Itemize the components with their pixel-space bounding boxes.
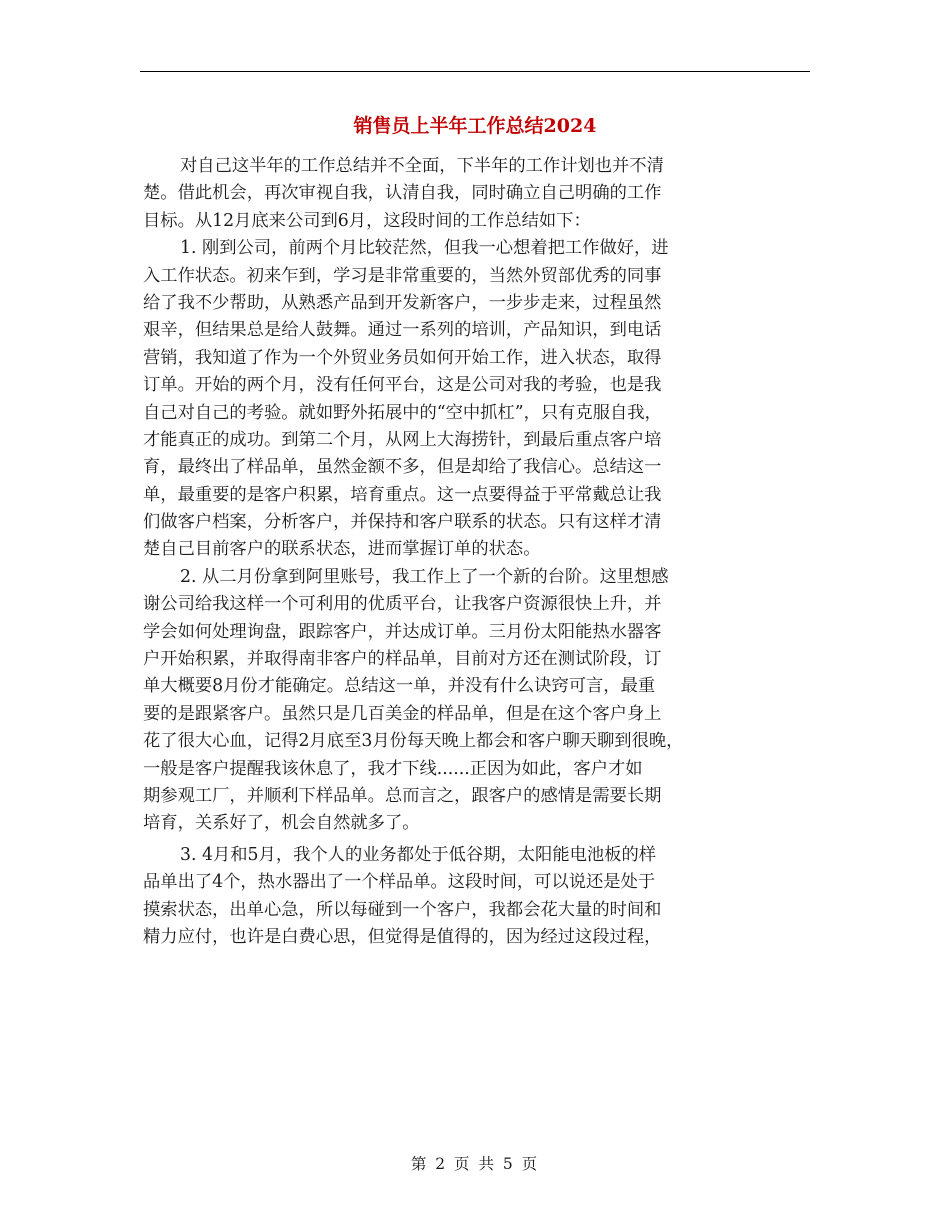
paragraph-line: 品单出了4个，热水器出了一个样品单。这段时间，可以说还是处于 <box>143 872 656 893</box>
paragraph-line: 目标。从12月底来公司到6月，这段时间的工作总结如下： <box>143 210 591 231</box>
paragraph-item-3 <box>143 842 823 952</box>
header-rule <box>140 71 810 72</box>
paragraph-line: 精力应付，也许是白费心思，但觉得是值得的，因为经过这段过程， <box>143 926 662 947</box>
paragraph-line: 培育，关系好了，机会自然就多了。 <box>143 813 420 834</box>
paragraph-intro <box>143 153 823 235</box>
document-title: 销售员上半年工作总结2024 <box>353 115 597 137</box>
paragraph-line: 摸索状态，出单心急，所以每碰到一个客户，我都会花大量的时间和 <box>143 899 662 920</box>
paragraph-line: 订单。开始的两个月，没有任何平台，这是公司对我的考验，也是我 <box>143 375 662 396</box>
paragraph-item-2 <box>143 564 823 838</box>
page-number-footer: 第 2 页 共 5 页 <box>410 1155 540 1173</box>
paragraph-line: 学会如何处理询盘，跟踪客户，并达成订单。三月份太阳能热水器客 <box>143 621 662 642</box>
paragraph-line: 户开始积累，并取得南非客户的样品单，目前对方还在测试阶段，订 <box>143 649 662 670</box>
paragraph-line: 单大概要8月份才能确定。总结这一单，并没有什么诀窍可言，最重 <box>143 676 656 697</box>
paragraph-line: 谢公司给我这样一个可利用的优质平台，让我客户资源很快上升，并 <box>143 594 662 615</box>
paragraph-line: 1. 刚到公司，前两个月比较茫然，但我一心想着把工作做好，进 <box>180 238 669 259</box>
paragraph-line: 自己对自己的考验。就如野外拓展中的“空中抓杠”，只有克服自我， <box>143 402 662 423</box>
document-body <box>143 153 823 951</box>
paragraph-line: 给了我不少帮助，从熟悉产品到开发新客户，一步步走来，过程虽然 <box>143 292 662 313</box>
paragraph-line: 2. 从二月份拿到阿里账号，我工作上了一个新的台阶。这里想感 <box>180 566 669 587</box>
paragraph-line: 花了很大心血，记得2月底至3月份每天晚上都会和客户聊天聊到很晚， <box>143 731 684 752</box>
paragraph-line: 3. 4月和5月，我个人的业务都处于低谷期，太阳能电池板的样 <box>180 844 657 865</box>
paragraph-line: 单，最重要的是客户积累，培育重点。这一点要得益于平常戴总让我 <box>143 484 662 505</box>
paragraph-line: 楚。借此机会，再次审视自我，认清自我，同时确立自己明确的工作 <box>143 183 662 204</box>
paragraph-line: 一般是客户提醒我该休息了，我才下线......正因为如此，客户才如 <box>143 758 643 779</box>
paragraph-item-1 <box>143 235 823 564</box>
paragraph-line: 育，最终出了样品单，虽然金额不多，但是却给了我信心。总结这一 <box>143 457 662 478</box>
paragraph-line: 入工作状态。初来乍到，学习是非常重要的，当然外贸部优秀的同事 <box>143 265 662 286</box>
paragraph-line: 营销，我知道了作为一个外贸业务员如何开始工作，进入状态，取得 <box>143 347 662 368</box>
paragraph-line: 期参观工厂，并顺利下样品单。总而言之，跟客户的感情是需要长期 <box>143 785 662 806</box>
paragraph-line: 要的是跟紧客户。虽然只是几百美金的样品单，但是在这个客户身上 <box>143 703 662 724</box>
paragraph-line: 艰辛，但结果总是给人鼓舞。通过一系列的培训，产品知识，到电话 <box>143 320 662 341</box>
paragraph-line: 才能真正的成功。到第二个月，从网上大海捞针，到最后重点客户培 <box>143 429 662 450</box>
paragraph-line: 楚自己目前客户的联系状态，进而掌握订单的状态。 <box>143 539 541 560</box>
paragraph-line: 对自己这半年的工作总结并不全面，下半年的工作计划也并不清 <box>180 156 664 176</box>
paragraph-line: 们做客户档案，分析客户，并保持和客户联系的状态。只有这样才清 <box>143 512 662 533</box>
